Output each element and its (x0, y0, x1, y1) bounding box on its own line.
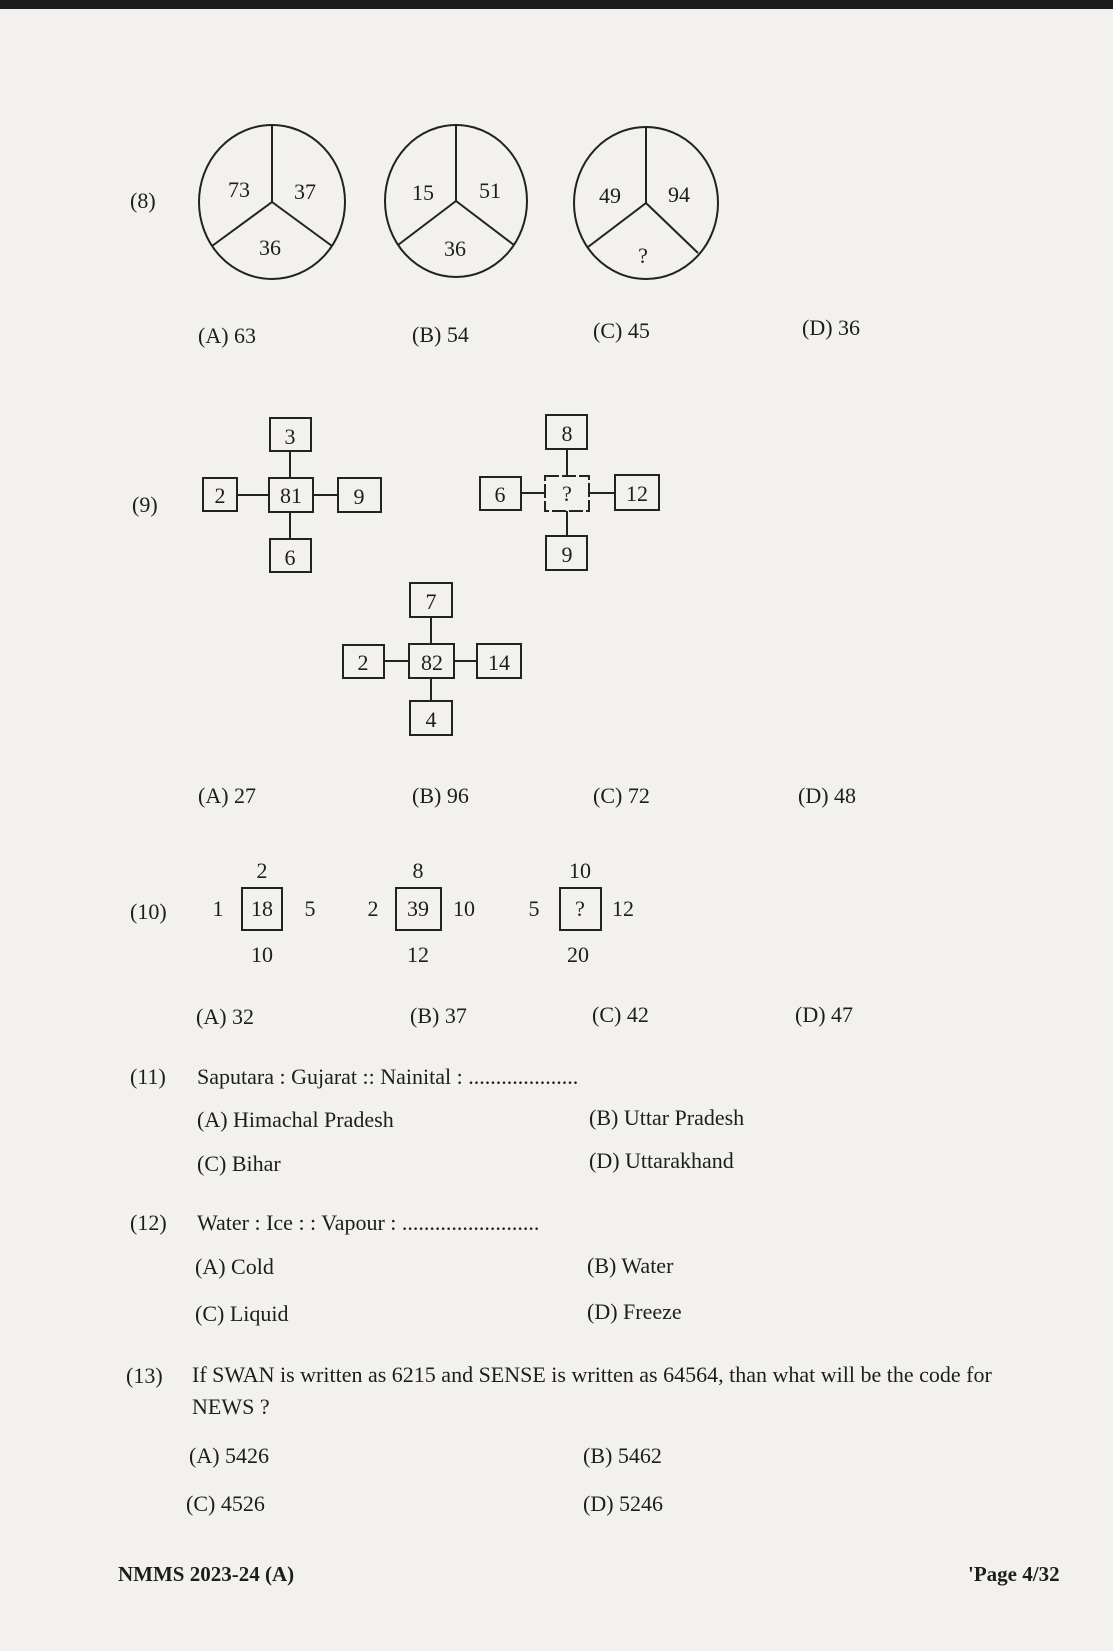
question-11-option-a[interactable]: (A) Himachal Pradesh (197, 1107, 394, 1132)
question-13-option-b[interactable]: (B) 5462 (583, 1443, 662, 1468)
circle-figure-1 (199, 125, 345, 279)
group-2-bottom-number: 12 (407, 942, 429, 967)
cross-2-center-number: ? (562, 481, 572, 506)
cross-1-left-number: 2 (214, 483, 226, 508)
footer-exam-title: NMMS 2023-24 (A) (118, 1562, 295, 1586)
cross-3-right-number: 14 (488, 650, 510, 675)
cross-3-left-number: 2 (357, 650, 369, 675)
question-10-number: (10) (130, 899, 167, 924)
question-10-option-d[interactable]: (D) 47 (795, 1002, 854, 1027)
number-box-group-2 (368, 858, 476, 967)
question-13-number: (13) (126, 1363, 163, 1388)
question-12-option-b[interactable]: (B) Water (587, 1253, 674, 1278)
cross-3-top-number: 7 (425, 589, 437, 614)
circle-2-right-number: 51 (479, 178, 501, 203)
cross-2-right-number: 12 (626, 481, 648, 506)
group-2-center-number: 39 (407, 896, 429, 921)
question-10-figures (200, 855, 650, 970)
circle-1-right-number: 37 (294, 179, 316, 204)
circle-3-bottom-number: ? (638, 243, 648, 268)
question-8-option-d[interactable]: (D) 36 (802, 315, 861, 340)
circle-1-left-number: 73 (228, 177, 250, 202)
question-11-option-b[interactable]: (B) Uttar Pradesh (589, 1105, 745, 1130)
circle-1-bottom-number: 36 (259, 235, 281, 260)
question-8-option-b[interactable]: (B) 54 (412, 322, 469, 347)
question-12-text: Water : Ice : : Vapour : ......................... (197, 1210, 540, 1235)
question-12-number: (12) (130, 1210, 167, 1235)
question-9-option-c[interactable]: (C) 72 (593, 783, 650, 808)
group-3-left-number: 5 (528, 896, 540, 921)
question-13-text-line-2: NEWS ? (192, 1394, 270, 1419)
cross-1-top-number: 3 (284, 424, 296, 449)
group-2-top-number: 8 (412, 858, 424, 883)
question-8-circles-figure (180, 115, 740, 290)
group-3-right-number: 12 (612, 896, 634, 921)
circle-2-bottom-number: 36 (444, 236, 466, 261)
question-10-option-a[interactable]: (A) 32 (196, 1004, 255, 1029)
question-8-option-c[interactable]: (C) 45 (593, 318, 650, 343)
question-9-option-a[interactable]: (A) 27 (198, 783, 257, 808)
circle-figure-3 (574, 127, 718, 279)
question-10-option-c[interactable]: (C) 42 (592, 1002, 649, 1027)
question-8-option-a[interactable]: (A) 63 (198, 323, 257, 348)
cross-3-center-number: 82 (421, 650, 443, 675)
footer-page-number: 'Page 4/32 (968, 1562, 1060, 1586)
group-1-left-number: 1 (212, 896, 224, 921)
cross-2-bottom-number: 9 (561, 542, 573, 567)
question-12-option-c[interactable]: (C) Liquid (195, 1301, 289, 1326)
group-3-top-number: 10 (569, 858, 591, 883)
circle-figure-2 (385, 125, 527, 277)
number-box-group-1 (213, 858, 316, 967)
question-13-option-c[interactable]: (C) 4526 (186, 1491, 265, 1516)
cross-1-right-number: 9 (353, 484, 365, 509)
question-11-option-c[interactable]: (C) Bihar (197, 1151, 281, 1176)
question-9-option-b[interactable]: (B) 96 (412, 783, 469, 808)
question-9-number: (9) (132, 492, 158, 517)
question-12-option-a[interactable]: (A) Cold (195, 1254, 274, 1279)
question-9-option-d[interactable]: (D) 48 (798, 783, 857, 808)
circle-2-left-number: 15 (412, 180, 434, 205)
circle-3-right-number: 94 (668, 182, 690, 207)
cross-3-bottom-number: 4 (425, 707, 437, 732)
question-13-option-d[interactable]: (D) 5246 (583, 1491, 664, 1516)
question-10-option-b[interactable]: (B) 37 (410, 1003, 467, 1028)
group-1-right-number: 5 (304, 896, 316, 921)
group-2-right-number: 10 (453, 896, 475, 921)
group-2-left-number: 2 (367, 896, 379, 921)
scan-top-edge (0, 0, 1113, 9)
circle-3-left-number: 49 (599, 183, 621, 208)
question-9-cross-figures (190, 405, 670, 745)
group-3-bottom-number: 20 (567, 942, 589, 967)
group-1-center-number: 18 (251, 896, 273, 921)
cross-2-left-number: 6 (494, 482, 506, 507)
question-13-option-a[interactable]: (A) 5426 (189, 1443, 270, 1468)
number-box-group-3 (529, 858, 635, 967)
question-8-number: (8) (130, 188, 156, 213)
question-11-option-d[interactable]: (D) Uttarakhand (589, 1148, 734, 1173)
group-1-bottom-number: 10 (251, 942, 273, 967)
cross-1-center-number: 81 (280, 483, 302, 508)
question-12-option-d[interactable]: (D) Freeze (587, 1299, 682, 1324)
cross-1-bottom-number: 6 (284, 545, 296, 570)
question-11-text: Saputara : Gujarat :: Nainital : .................... (197, 1064, 579, 1089)
question-13-text-line-1: If SWAN is written as 6215 and SENSE is written as 64564, than what will be the code for (192, 1362, 992, 1387)
question-11-number: (11) (130, 1064, 166, 1089)
group-3-center-number: ? (575, 896, 585, 921)
cross-2-top-number: 8 (561, 421, 573, 446)
group-1-top-number: 2 (256, 858, 268, 883)
